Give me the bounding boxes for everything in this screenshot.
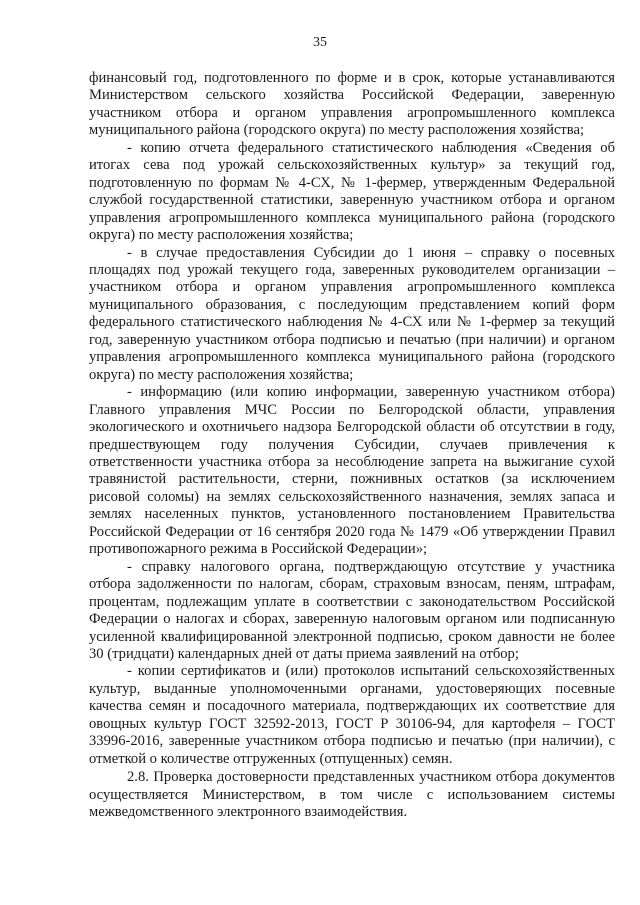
page-number: 35	[313, 35, 327, 50]
paragraph-fire-safety-information: - информацию (или копию информации, заверенную участником отбора) Главного управления МЧС России по Белгородской области, управления экологического и охотничьего надзора Белгородской области об отсутствии в году, предшествующем году получения Субсидии, случаев привлечения к ответственности участника отбора за несоблюдение запрета на выжигание сухой травянистой растительности, стерни, пожнивных остатков (за исключением рисовой соломы) на землях сельскохозяйственного назначения, землях запаса и землях населенных пунктов, установленного постановлением Правительства Российской Федерации от 16 сентября 2020 года № 1479 «Об утверждении Правил противопожарного режима в Российской Федерации»;	[89, 384, 615, 558]
paragraph-continuation: финансовый год, подготовленного по форме и в срок, которые устанавливаются Министерством сельского хозяйства Российской Федерации, заверенную участником отбора и органом управления агропромышленного комплекса муниципального района (городского округа) по месту расположения хозяйства;	[89, 70, 615, 139]
document-body	[89, 70, 615, 821]
paragraph-section-2-8: 2.8. Проверка достоверности представленных участником отбора документов осуществляется Министерством, в том числе с использованием системы межведомственного электронного взаимодействия.	[89, 769, 615, 821]
paragraph-tax-certificate: - справку налогового органа, подтверждающую отсутствие у участника отбора задолженности по налогам, сборам, страховым взносам, пеням, штрафам, процентам, подлежащим уплате в соответствии с законодательством Российской Федерации о налогах и сборах, заверенную налоговым органом или подписанную усиленной квалифицированной электронной подписью, сроком давности не более 30 (тридцати) календарных дней от даты приема заявлений на отбор;	[89, 558, 615, 662]
paragraph-sown-area-certificate: - в случае предоставления Субсидии до 1 июня – справку о посевных площадях под урожай текущего года, заверенных руководителем организации – участником отбора и органом управления агропромышленного комплекса муниципального образования, с последующим представлением копий форм федерального статистического наблюдения № 4-СХ или № 1-фермер за текущий год, заверенную участником отбора подписью и печатью (при наличии) и органом управления агропромышленного комплекса муниципального района (городского округа) по месту расположения хозяйства;	[89, 244, 615, 383]
paragraph-sowing-report: - копию отчета федерального статистического наблюдения «Сведения об итогах сева под урожай сельскохозяйственных культур» за текущий год, подготовленную по формам № 4-СХ, № 1-фермер, утвержденным Федеральной службой государственной статистики, заверенную участником отбора и органом управления агропромышленного комплекса муниципального района (городского округа) по месту расположения хозяйства;	[89, 139, 615, 244]
paragraph-seed-certificates: - копии сертификатов и (или) протоколов испытаний сельскохозяйственных культур, выданные уполномоченными органами, удостоверяющих посевные качества семян и посадочного материала, подтверждающих их соответствие для овощных культур ГОСТ 32592-2013, ГОСТ Р 30106-94, для картофеля – ГОСТ 33996-2016, заверенные участником отбора подписью и печатью (при наличии), с отметкой о количестве отгруженных (отпущенных) семян.	[89, 663, 615, 767]
